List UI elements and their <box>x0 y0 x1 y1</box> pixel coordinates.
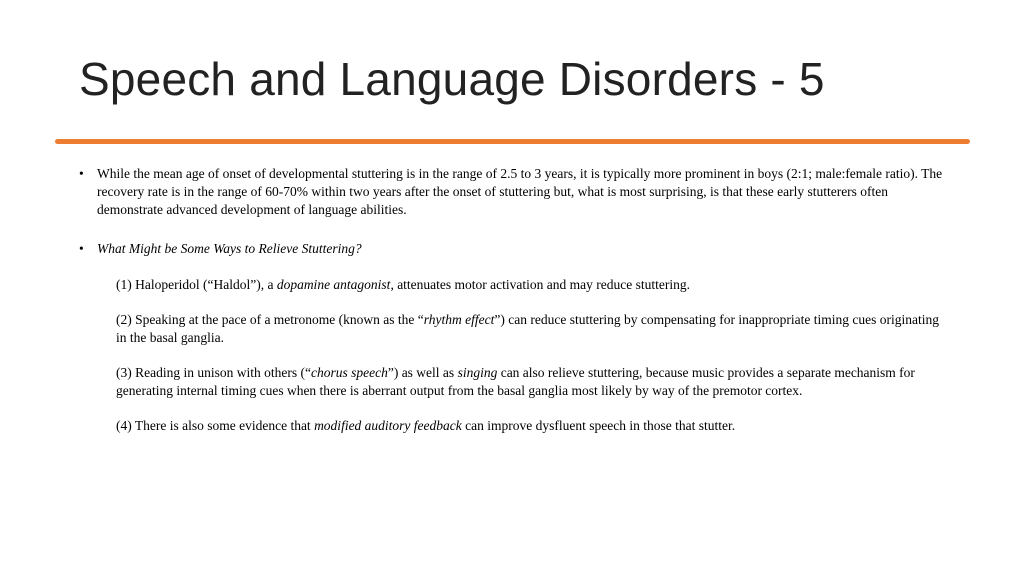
point-auditory-feedback <box>116 417 947 435</box>
point-text: ”) can reduce stuttering by compensating for inappropriate timing cues originating in the basal ganglia. <box>116 312 939 345</box>
slide-title: Speech and Language Disorders - 5 <box>79 53 825 105</box>
point-emphasis: rhythm effect <box>423 312 495 327</box>
bullet-heading: What Might be Some Ways to Relieve Stuttering? <box>97 241 362 256</box>
point-emphasis: singing <box>457 365 498 380</box>
bullet-dot: • <box>79 241 84 256</box>
point-text: (4) There is also some evidence that <box>116 418 315 433</box>
point-text: can improve dysfluent speech in those that stutter. <box>461 418 736 433</box>
point-haloperidol <box>116 276 947 294</box>
title-divider <box>55 139 970 144</box>
slide-body <box>79 165 947 435</box>
bullet-text: While the mean age of onset of developmental stuttering is in the range of 2.5 to 3 years, it is typically more prominent in boys (2:1; male:female ratio). The recovery rate is in the range of 60-70% within two years after the onset of stuttering but, what is most surprising, is that these early stutterers often demonstrate advanced development of language abilities. <box>97 166 943 217</box>
point-emphasis: dopamine antagonist <box>276 277 391 292</box>
point-text: (3) Reading in unison with others (“ <box>116 365 311 380</box>
bullet-relieve-stuttering <box>79 240 947 258</box>
point-text: (2) Speaking at the pace of a metronome (known as the “ <box>116 312 424 327</box>
bullet-onset-stuttering <box>79 165 947 219</box>
point-emphasis: modified auditory feedback <box>314 418 462 433</box>
point-chorus-speech <box>116 364 947 400</box>
point-metronome <box>116 311 947 347</box>
point-text: , attenuates motor activation and may reduce stuttering. <box>390 277 690 292</box>
point-text: can also relieve stuttering, because music provides a separate mechanism for generating internal timing cues when there is aberrant output from the basal ganglia most likely by way of the premotor cortex. <box>116 365 915 398</box>
point-text: ”) as well as <box>387 365 458 380</box>
point-emphasis: chorus speech <box>310 365 388 380</box>
bullet-dot: • <box>79 166 84 181</box>
point-text: (1) Haloperidol (“Haldol”), a <box>116 277 277 292</box>
